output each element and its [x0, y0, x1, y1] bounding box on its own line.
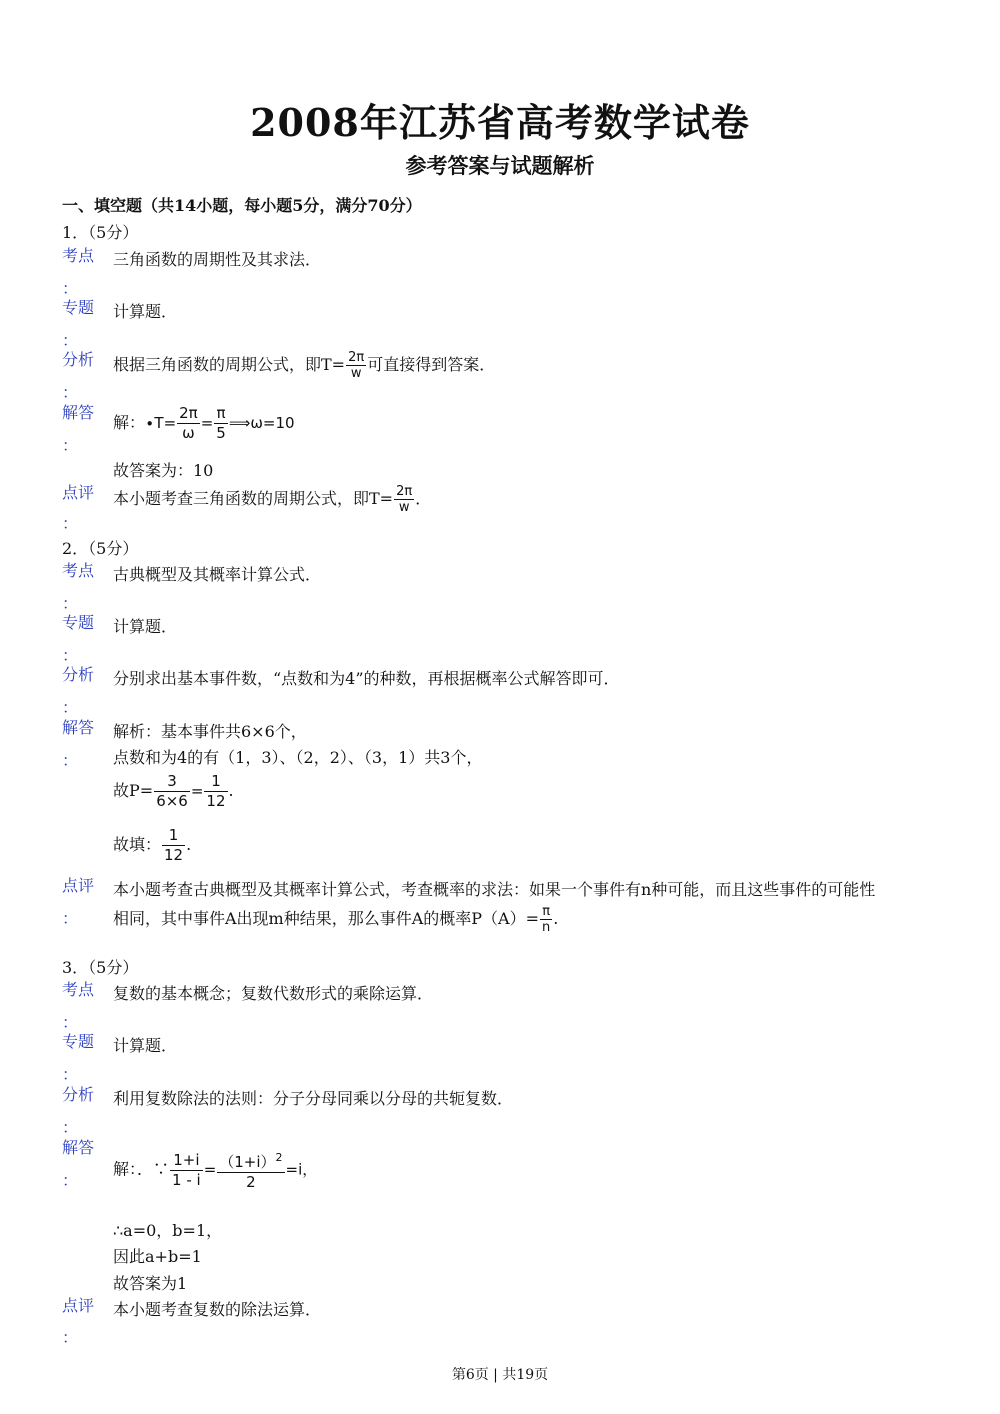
q3-kaodian-colon: ： [62, 1013, 79, 1032]
q1-fenxi-label: 分析 [62, 350, 95, 369]
q2-kaodian-label: 考点 [62, 561, 95, 580]
q2-dianping-colon: ： [62, 909, 79, 928]
q3-line4: 故答案为1 [113, 1274, 188, 1293]
q2-zhuanti-colon: ： [62, 646, 79, 665]
fraction: $\frac{2\pi}{w}$ [348, 350, 365, 381]
q2-jieda-line2: 点数和为4的有（1，3）、（2，2）、（3，1）共3个， [113, 748, 483, 767]
q2-jieda-label: 解答 [62, 718, 95, 737]
page-footer: 第6页 | 共19页 [451, 1367, 549, 1383]
q1-jieda-label: 解答 [62, 403, 95, 422]
fraction: $\frac{1+i}{1 - i}$ [172, 1150, 201, 1189]
question-3-number: 3．（5分） [62, 958, 139, 977]
q2-fenxi-colon: ： [62, 698, 79, 717]
q2-dianping-line1: 本小题考查古典概型及其概率计算公式，考查概率的求法：如果一个事件有n种可能，而且这些事件的可能性 [113, 880, 876, 899]
fraction: $\frac{3}{6\times 6}$ [156, 772, 188, 810]
q2-fenxi-text: 分别求出基本事件数，“点数和为4”的种数，再根据概率公式解答即可． [113, 669, 620, 688]
q3-fenxi-colon: ： [62, 1118, 79, 1137]
q3-zhuanti-colon: ： [62, 1065, 79, 1084]
q2-dianping-line2: 相同，其中事件A出现m种结果，那么事件A的概率P（A）= $\frac{\pi}{n}$ . [113, 904, 559, 935]
q1-jieda-text: 解：∙T= $\frac{2\pi}{\omega}$ = $\frac{\pi}{5}$ ⟹ω=10 [113, 404, 295, 442]
q1-zhuanti-colon: ： [62, 331, 79, 350]
document-title: 2008年江苏省高考数学试卷 [250, 100, 750, 145]
fraction: $\frac{2\pi}{w}$ [396, 484, 413, 515]
q1-answer: 故答案为：10 [113, 461, 214, 480]
fraction: $\frac{\pi}{n}$ [542, 904, 551, 935]
q1-kaodian-colon: ： [62, 279, 79, 298]
q2-probability: 故P= $\frac{3}{6\times 6}$ = $\frac{1}{12}$ . [113, 772, 234, 810]
q1-zhuanti-label: 专题 [62, 298, 95, 317]
q2-jieda-line1: 解析：基本事件共6×6个， [113, 722, 307, 741]
q1-kaodian-text: 三角函数的周期性及其求法． [113, 250, 322, 269]
q1-fenxi-colon: ： [62, 383, 79, 402]
q3-fenxi-label: 分析 [62, 1085, 95, 1104]
q3-line2: ∴a=0，b=1， [113, 1221, 223, 1240]
q1-dianping-label: 点评 [62, 483, 95, 502]
q1-dianping-colon: ： [62, 514, 79, 533]
q2-dianping-label: 点评 [62, 876, 95, 895]
q1-zhuanti-text: 计算题． [113, 302, 178, 321]
q2-fill-answer: 故填： $\frac{1}{12}$ . [113, 826, 192, 864]
q3-fenxi-text: 利用复数除法的法则：分子分母同乘以分母的共轭复数． [113, 1089, 514, 1108]
q3-jieda-colon: ： [62, 1171, 79, 1190]
q1-fenxi-text: 根据三角函数的周期公式，即T= $\frac{2\pi}{w}$ 可直接得到答案． [113, 350, 496, 381]
q3-line3: 因此a+b=1 [113, 1247, 202, 1266]
q2-zhuanti-text: 计算题． [113, 617, 178, 636]
q3-zhuanti-text: 计算题． [113, 1036, 178, 1055]
q1-kaodian-label: 考点 [62, 246, 95, 265]
fraction: $\frac{(1+i)^2}{2}$ [217, 1148, 284, 1192]
q3-zhuanti-label: 专题 [62, 1032, 95, 1051]
fraction: $\frac{1}{12}$ [206, 772, 226, 810]
q2-kaodian-colon: ： [62, 594, 79, 613]
q3-jieda-formula: 解：．∵ $\frac{1+i}{1 - i}$ = $\frac{(1+i)^2}{2}$ =i， [113, 1148, 317, 1192]
q1-dianping-text: 本小题考查三角函数的周期公式，即T= $\frac{2\pi}{w}$ ． [113, 484, 432, 515]
q3-kaodian-text: 复数的基本概念；复数代数形式的乘除运算． [113, 984, 434, 1003]
q1-jieda-colon: ： [62, 436, 79, 455]
q2-kaodian-text: 古典概型及其概率计算公式． [113, 565, 322, 584]
q3-dianping-text: 本小题考查复数的除法运算． [113, 1300, 322, 1319]
q2-zhuanti-label: 专题 [62, 613, 95, 632]
q2-jieda-colon: ： [62, 751, 79, 770]
question-1-number: 1．（5分） [62, 223, 139, 242]
document-subtitle: 参考答案与试题解析 [405, 153, 595, 178]
q3-dianping-label: 点评 [62, 1296, 95, 1315]
fraction: $\frac{\pi}{5}$ [216, 404, 226, 442]
fraction: $\frac{1}{12}$ [164, 826, 184, 864]
q2-fenxi-label: 分析 [62, 665, 95, 684]
question-2-number: 2．（5分） [62, 539, 139, 558]
q3-jieda-label: 解答 [62, 1138, 95, 1157]
fraction: $\frac{2\pi}{\omega}$ [179, 404, 198, 442]
section-heading: 一、填空题（共14小题，每小题5分，满分70分） [62, 196, 422, 215]
q3-dianping-colon: ： [62, 1328, 79, 1347]
q3-kaodian-label: 考点 [62, 980, 95, 999]
